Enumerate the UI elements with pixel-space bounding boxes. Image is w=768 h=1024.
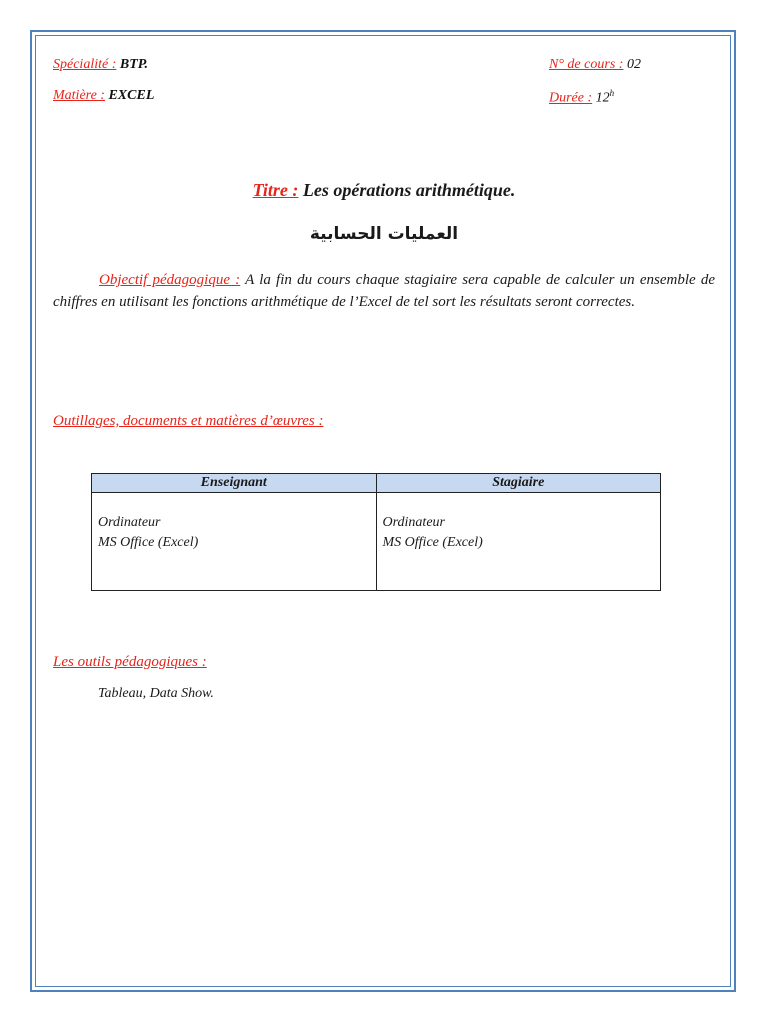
list-item: MS Office (Excel) bbox=[98, 535, 199, 550]
duree-label: Durée : bbox=[549, 90, 593, 106]
title-text: Les opérations arithmétique. bbox=[302, 180, 516, 200]
outils-label: Les outils pédagogiques : bbox=[53, 654, 207, 670]
table-header-stagiaire: Stagiaire bbox=[376, 474, 661, 493]
objective-text: A la fin du cours chaque stagiaire sera capable de calculer un ensemble de chiffres en utilisant les fonctions arithmétique de l’Excel de tel sort les résultats seront correctes. bbox=[53, 272, 715, 310]
specialite-value: BTP. bbox=[119, 57, 149, 72]
specialite-line bbox=[53, 57, 148, 73]
duree-value: 12 bbox=[595, 90, 610, 106]
arabic-title: العمليات الحسابية bbox=[309, 224, 459, 244]
table-row bbox=[92, 493, 661, 591]
duree-unit: h bbox=[609, 88, 615, 98]
matiere-value: EXCEL bbox=[108, 88, 155, 103]
matiere-label: Matière : bbox=[53, 88, 105, 103]
specialite-label: Spécialité : bbox=[53, 57, 117, 72]
tools-table bbox=[91, 473, 661, 591]
objective-label: Objectif pédagogique : bbox=[99, 272, 241, 288]
table-cell-enseignant bbox=[92, 493, 377, 591]
objective-paragraph bbox=[53, 270, 715, 313]
outillages-heading bbox=[53, 413, 324, 430]
matiere-line bbox=[53, 88, 154, 104]
outils-heading bbox=[53, 654, 207, 671]
list-item: Ordinateur bbox=[98, 515, 161, 530]
cours-value: 02 bbox=[626, 57, 641, 72]
table-header-row bbox=[92, 474, 661, 493]
outils-text: Tableau, Data Show. bbox=[98, 686, 214, 701]
list-item: MS Office (Excel) bbox=[382, 535, 483, 550]
list-item: Ordinateur bbox=[382, 515, 445, 530]
duree-line bbox=[549, 88, 614, 107]
title-label: Titre : bbox=[252, 180, 299, 200]
cours-label: N° de cours : bbox=[549, 57, 624, 72]
table-header-enseignant: Enseignant bbox=[92, 474, 377, 493]
cours-line bbox=[549, 57, 641, 73]
table-cell-stagiaire bbox=[376, 493, 661, 591]
page-title bbox=[0, 180, 768, 201]
outillages-label: Outillages, documents et matières d’œuvres : bbox=[53, 413, 324, 429]
